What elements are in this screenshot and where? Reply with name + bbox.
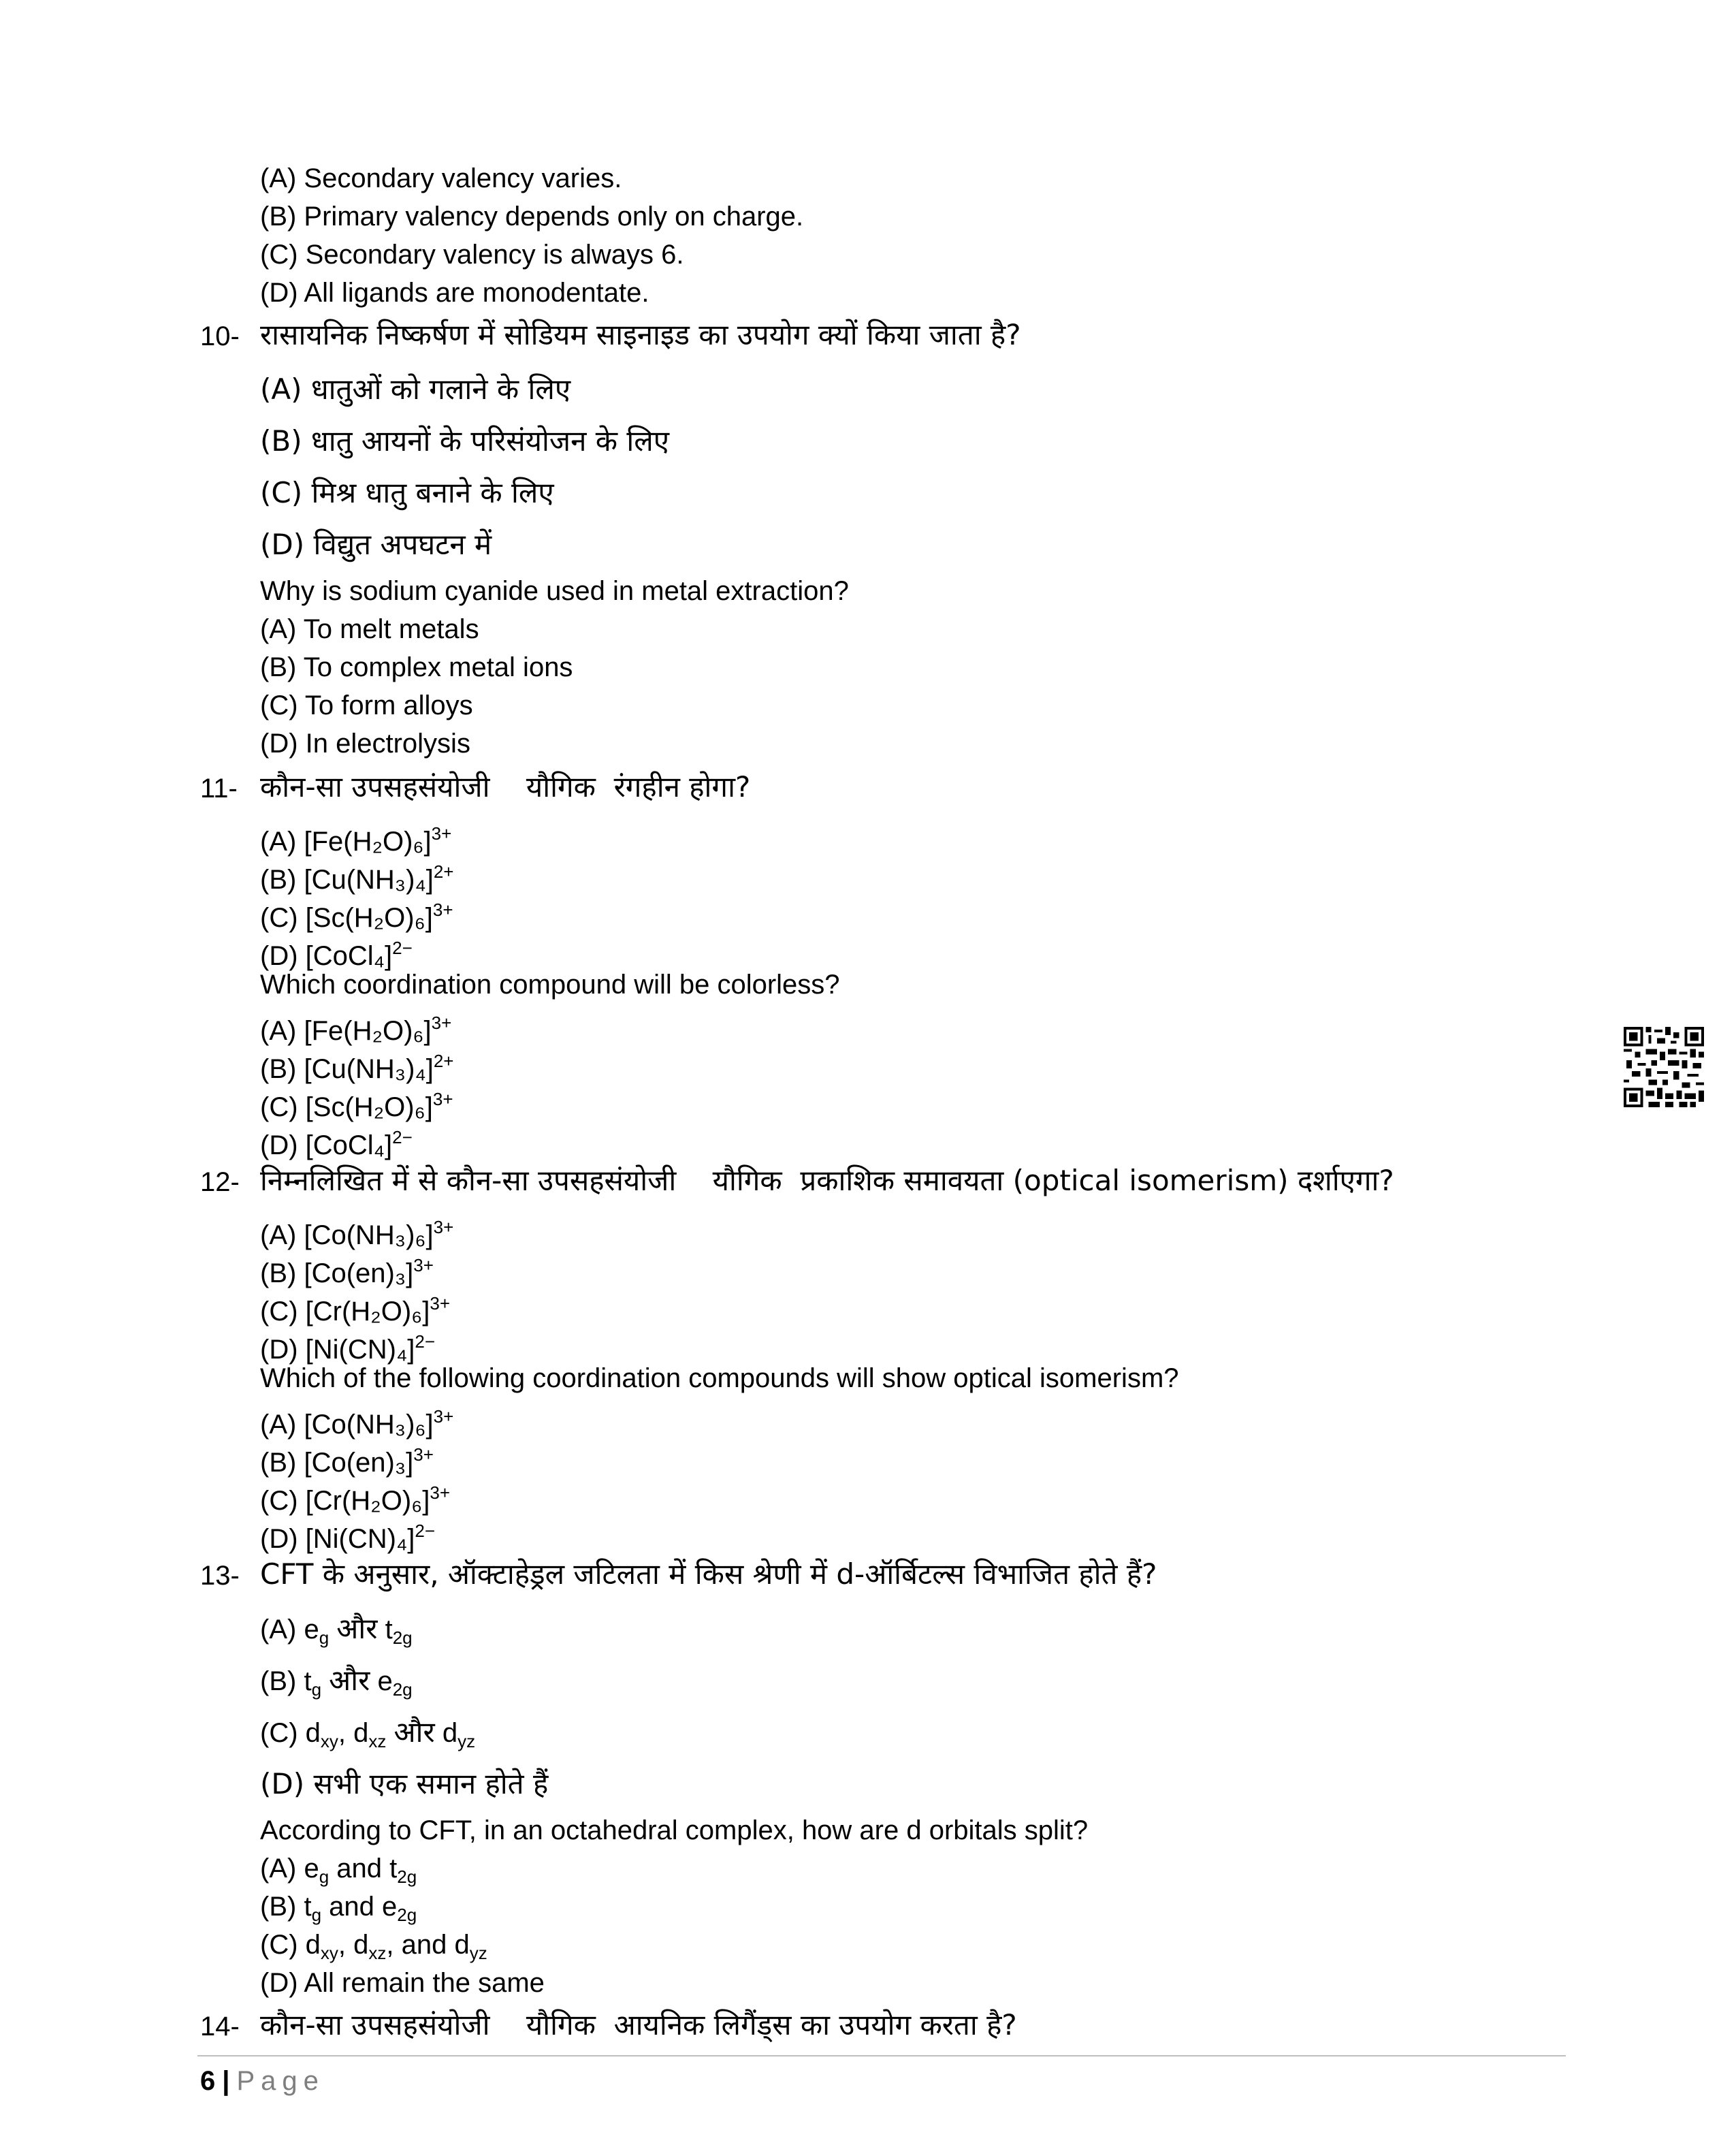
q14-number: 14-: [200, 2012, 240, 2041]
page-footer: [200, 2063, 325, 2099]
option-label: (C): [260, 903, 298, 933]
q13-hindi-option-b: [260, 1663, 413, 1707]
charge: 3+: [413, 1255, 434, 1275]
comma: ,: [386, 1930, 394, 1960]
subscript: g: [319, 1866, 329, 1887]
q11-hindi-option-b: [260, 854, 454, 897]
symbol: d: [454, 1930, 470, 1960]
q9-option-a: (A) Secondary valency varies.: [260, 163, 622, 193]
formula: [Co(en)₃]: [304, 1258, 414, 1288]
q10-english-question: Why is sodium cyanide used in metal extraction?: [260, 576, 849, 606]
formula: [Fe(H₂O)₆]: [304, 827, 432, 857]
charge: 3+: [430, 1293, 451, 1314]
q13-hindi-option-c: [260, 1715, 475, 1759]
charge: 2−: [415, 1331, 436, 1352]
charge: 2+: [433, 1051, 454, 1071]
option-label: (C): [260, 1092, 298, 1122]
formula: [Co(NH₃)₆]: [304, 1220, 434, 1250]
subscript: yz: [457, 1731, 476, 1751]
q11-number: 11-: [200, 774, 238, 804]
q13-english-option-c: [260, 1927, 487, 1971]
q10-english-option-b: (B) To complex metal ions: [260, 652, 573, 682]
q13-english-option-d: (D) All remain the same: [260, 1968, 545, 1998]
subscript: 2g: [392, 1679, 413, 1700]
footer-divider: [197, 2055, 1566, 2056]
charge: 3+: [433, 1406, 454, 1427]
subscript: xy: [320, 1943, 338, 1963]
q12-english-option-b: [260, 1437, 434, 1480]
and-word: and: [401, 1930, 447, 1960]
q10-hindi-option-a: (A) धातुओं को गलाने के लिए: [260, 372, 571, 406]
subscript: g: [319, 1627, 329, 1648]
and-word: और: [393, 1715, 435, 1749]
symbol: t: [389, 1854, 398, 1884]
option-label: (A): [260, 827, 297, 857]
charge: 3+: [432, 1089, 453, 1109]
formula: [CoCl₄]: [305, 1130, 393, 1160]
q13-english-option-b: [260, 1889, 417, 1933]
q12-number: 12-: [200, 1167, 240, 1197]
q9-option-d: (D) All ligands are monodentate.: [260, 278, 649, 308]
and-word: and: [336, 1854, 383, 1884]
q10-hindi-option-d: (D) विद्युत अपघटन में: [260, 528, 492, 561]
option-label: (C): [260, 1297, 298, 1326]
q13-hindi-option-a: [260, 1611, 413, 1655]
option-label: (B): [260, 865, 297, 895]
formula: [CoCl₄]: [305, 941, 393, 971]
option-label: (B): [260, 1054, 297, 1084]
subscript: xz: [368, 1943, 387, 1963]
page-label: Page: [236, 2066, 325, 2096]
q11-hindi-option-c: [260, 892, 453, 936]
charge: 3+: [433, 1217, 454, 1237]
charge: 2+: [433, 861, 454, 882]
option-label: (A): [260, 1615, 297, 1644]
symbol: t: [304, 1892, 312, 1922]
symbol: e: [304, 1615, 319, 1644]
q10-hindi-option-b: (B) धातु आयनों के परिसंयोजन के लिए: [260, 424, 669, 458]
and-word: और: [329, 1664, 370, 1697]
q11-hindi-option-a: [260, 816, 451, 859]
q11-english-question: Which coordination compound will be colorless?: [260, 970, 840, 1000]
subscript: xy: [320, 1731, 338, 1751]
q10-hindi-option-c: (C) मिश्र धातु बनाने के लिए: [260, 476, 554, 509]
option-label: (B): [260, 1666, 297, 1696]
symbol: e: [377, 1666, 393, 1696]
subscript: xz: [368, 1731, 387, 1751]
symbol: t: [304, 1666, 312, 1696]
and-word: and: [329, 1892, 374, 1922]
option-label: (D): [260, 1130, 298, 1160]
formula: [Co(en)₃]: [304, 1448, 414, 1478]
q12-hindi-option-b: [260, 1248, 434, 1291]
option-label: (A): [260, 1854, 297, 1884]
footer-separator: |: [222, 2066, 230, 2096]
formula: [Cu(NH₃)₄]: [304, 1054, 434, 1084]
q11-hindi-question: कौन-सा उपसहसंयोजी यौगिक रंगहीन होगा?: [260, 770, 751, 804]
q13-english-option-a: [260, 1851, 417, 1894]
formula: [Sc(H₂O)₆]: [305, 1092, 433, 1122]
q11-english-option-a: [260, 1005, 451, 1049]
subscript: 2g: [392, 1627, 413, 1648]
option-label: (B): [260, 1448, 297, 1478]
q11-english-option-c: [260, 1081, 453, 1125]
subscript: 2g: [397, 1905, 417, 1925]
formula: [Cr(H₂O)₆]: [305, 1486, 430, 1516]
charge: 2−: [415, 1521, 436, 1541]
charge: 3+: [432, 900, 453, 920]
q10-number: 10-: [200, 321, 240, 351]
comma: ,: [338, 1718, 347, 1748]
q9-option-c: (C) Secondary valency is always 6.: [260, 240, 684, 270]
q12-english-option-c: [260, 1475, 450, 1519]
symbol: d: [442, 1718, 458, 1748]
symbol: d: [305, 1930, 321, 1960]
option-label: (C): [260, 1930, 298, 1960]
option-label: (C): [260, 1486, 298, 1516]
q13-english-question: According to CFT, in an octahedral complex, how are d orbitals split?: [260, 1815, 1089, 1845]
formula: [Ni(CN)₄]: [305, 1524, 415, 1554]
q11-english-option-d: [260, 1119, 413, 1163]
charge: 3+: [431, 1013, 452, 1033]
comma: ,: [338, 1930, 347, 1960]
q14-hindi-question: कौन-सा उपसहसंयोजी यौगिक आयनिक लिगैंड्स का उपयोग करता है?: [260, 2008, 1017, 2041]
formula: [Cr(H₂O)₆]: [305, 1297, 430, 1326]
q12-english-question: Which of the following coordination compounds will show optical isomerism?: [260, 1363, 1179, 1393]
q12-hindi-option-c: [260, 1286, 450, 1329]
symbol: d: [353, 1930, 369, 1960]
option-label: (B): [260, 1892, 297, 1922]
and-word: और: [336, 1612, 378, 1645]
q12-english-option-d: [260, 1513, 435, 1557]
q12-english-option-a: [260, 1399, 453, 1442]
formula: [Co(NH₃)₆]: [304, 1410, 434, 1440]
qr-code-icon: [1624, 1027, 1704, 1107]
q10-hindi-question: रासायनिक निष्कर्षण में सोडियम साइनाइड का उपयोग क्यों किया जाता है?: [260, 318, 1021, 351]
charge: 2−: [392, 1127, 413, 1147]
charge: 3+: [430, 1482, 451, 1503]
formula: [Sc(H₂O)₆]: [305, 903, 433, 933]
q10-english-option-a: (A) To melt metals: [260, 614, 479, 644]
q13-hindi-question: CFT के अनुसार, ऑक्टाहेड्रल जटिलता में किस श्रेणी में d-ऑर्बिटल्स विभाजित होते हैं?: [260, 1557, 1157, 1591]
option-label: (B): [260, 1258, 297, 1288]
charge: 3+: [413, 1444, 434, 1465]
q11-english-option-b: [260, 1043, 454, 1087]
q13-number: 13-: [200, 1561, 240, 1591]
option-label: (D): [260, 1335, 298, 1365]
charge: 2−: [392, 938, 413, 958]
option-label: (D): [260, 941, 298, 971]
q13-hindi-option-d: (D) सभी एक समान होते हैं: [260, 1767, 549, 1800]
q10-english-option-c: (C) To form alloys: [260, 690, 473, 720]
formula: [Fe(H₂O)₆]: [304, 1016, 432, 1046]
subscript: g: [311, 1905, 322, 1925]
page-number: 6: [200, 2066, 216, 2096]
q10-english-option-d: (D) In electrolysis: [260, 729, 470, 759]
symbol: t: [385, 1615, 393, 1644]
q9-option-b: (B) Primary valency depends only on charge.: [260, 202, 804, 232]
symbol: e: [382, 1892, 398, 1922]
option-label: (C): [260, 1718, 298, 1748]
formula: [Ni(CN)₄]: [305, 1335, 415, 1365]
subscript: g: [311, 1679, 322, 1700]
subscript: 2g: [397, 1866, 417, 1887]
subscript: yz: [469, 1943, 487, 1963]
option-label: (D): [260, 1524, 298, 1554]
symbol: d: [353, 1718, 369, 1748]
q12-hindi-option-a: [260, 1209, 453, 1253]
q12-hindi-question: निम्नलिखित में से कौन-सा उपसहसंयोजी यौगिक प्रकाशिक समावयता (optical isomerism) दर्शाएगा?: [260, 1164, 1394, 1197]
option-label: (A): [260, 1220, 297, 1250]
charge: 3+: [431, 823, 452, 844]
symbol: d: [305, 1718, 321, 1748]
formula: [Cu(NH₃)₄]: [304, 865, 434, 895]
symbol: e: [304, 1854, 319, 1884]
option-label: (A): [260, 1016, 297, 1046]
option-label: (A): [260, 1410, 297, 1440]
